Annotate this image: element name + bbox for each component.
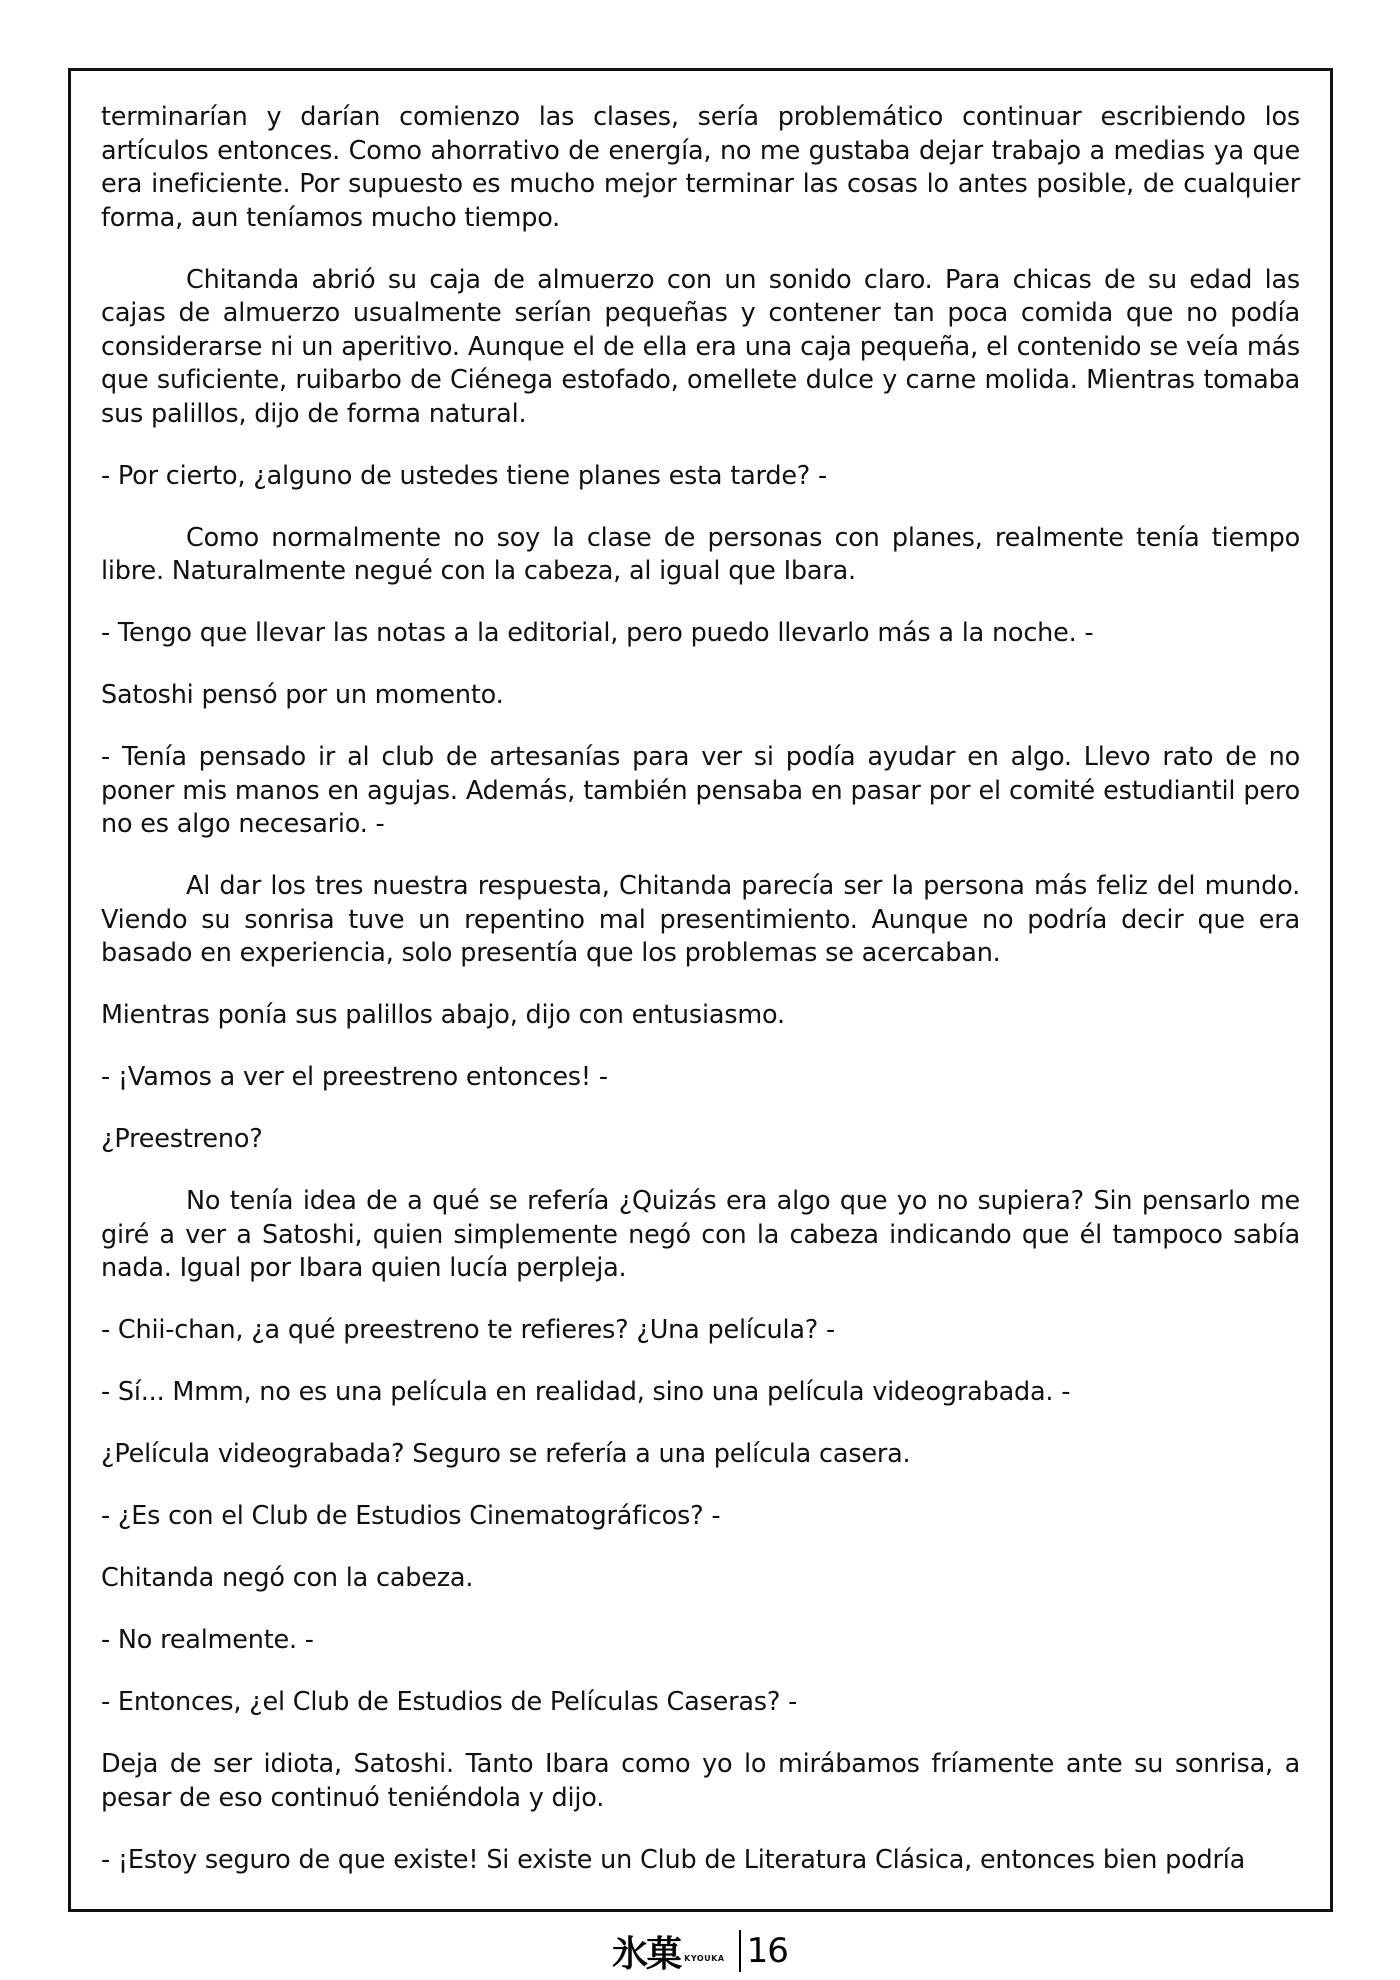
dialogue-line: - Tenía pensado ir al club de artesanías para ver si podía ayudar en algo. Llevo rato de no poner mis manos en agujas. Además, también pensaba en pasar por el comité estudiantil pero no es algo necesario. -: [101, 742, 1300, 839]
dialogue-line: - ¡Estoy seguro de que existe! Si existe un Club de Literatura Clásica, entonces bien podría: [101, 1844, 1246, 1875]
page-number: 16: [746, 1931, 788, 1971]
dialogue-line: - Por cierto, ¿alguno de ustedes tiene planes esta tarde? -: [101, 460, 828, 491]
paragraph: No tenía idea de a qué se refería ¿Quizás era algo que yo no supiera? Sin pensarlo me giré a ver a Satoshi, quien simplemente negó con la cabeza indicando que él tampoco sabía nada. Igual por Ibara quien lucía perpleja.: [101, 1186, 1300, 1283]
paragraph: Chitanda abrió su caja de almuerzo con un sonido claro. Para chicas de su edad las cajas de almuerzo usualmente serían pequeñas y contener tan poca comida que no podía considerarse ni un aperitivo. Aunque el de ella era una caja pequeña, el contenido se veía más que suficiente, ruibarbo de Ciénega estofado, omellete dulce y carne molida. Mientras tomaba sus palillos, dijo de forma natural.: [101, 264, 1300, 429]
dialogue-line: - No realmente. -: [101, 1625, 314, 1655]
logo-kanji: 氷菓: [612, 1932, 681, 1975]
footer-divider: [739, 1930, 741, 1972]
paragraph: ¿Película videograbada? Seguro se refería a una película casera.: [101, 1439, 911, 1469]
page-frame: [68, 68, 1333, 1912]
dialogue-line: - Tengo que llevar las notas a la editorial, pero puedo llevarlo más a la noche. -: [101, 618, 1094, 648]
logo-text: KYOUKA: [684, 1953, 725, 1963]
paragraph: Mientras ponía sus palillos abajo, dijo con entusiasmo.: [101, 1000, 785, 1030]
dialogue-line: - Chii-chan, ¿a qué preestreno te refieres? ¿Una película? -: [101, 1315, 836, 1345]
paragraph: Como normalmente no soy la clase de personas con planes, realmente tenía tiempo libre. Naturalmente negué con la cabeza, al igual que Ibara.: [101, 522, 1300, 586]
dialogue-line: - Entonces, ¿el Club de Estudios de Películas Caseras? -: [101, 1687, 798, 1717]
paragraph: terminarían y darían comienzo las clases, sería problemático continuar escribiendo los artículos entonces. Como ahorrativo de energía, no me gustaba dejar trabajo a medias ya que era ineficiente. Por supuesto es mucho mejor terminar las cosas lo antes posible, de cualquier forma, aun teníamos mucho tiempo.: [101, 102, 1300, 233]
paragraph: Satoshi pensó por un momento.: [101, 680, 504, 710]
paragraph: ¿Preestreno?: [101, 1124, 263, 1154]
paragraph: Chitanda negó con la cabeza.: [101, 1563, 474, 1593]
text-body: [101, 101, 1300, 1877]
hyouka-logo: [612, 1929, 724, 1973]
dialogue-line: - ¿Es con el Club de Estudios Cinematográficos? -: [101, 1501, 721, 1531]
dialogue-line: - Sí... Mmm, no es una película en realidad, sino una película videograbada. -: [101, 1377, 1071, 1407]
page-footer: [0, 1926, 1400, 1976]
paragraph: Deja de ser idiota, Satoshi. Tanto Ibara como yo lo mirábamos fríamente ante su sonrisa, a pesar de eso continuó teniéndola y dijo.: [101, 1749, 1300, 1813]
dialogue-line: - ¡Vamos a ver el preestreno entonces! -: [101, 1062, 608, 1092]
paragraph: Al dar los tres nuestra respuesta, Chitanda parecía ser la persona más feliz del mundo. Viendo su sonrisa tuve un repentino mal presentimiento. Aunque no podría decir que era basado en experiencia, solo presentía que los problemas se acercaban.: [101, 871, 1300, 968]
